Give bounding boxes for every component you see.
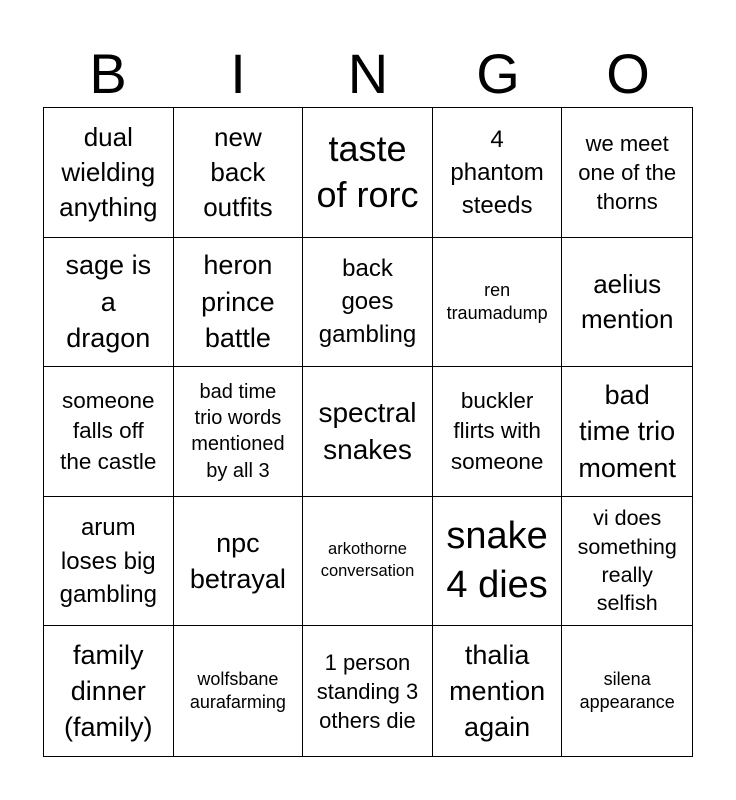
bingo-cell-11[interactable] xyxy=(44,367,174,497)
bingo-cell-text: 1 person standing 3 others die xyxy=(316,649,419,733)
bingo-cell-9[interactable] xyxy=(433,238,563,368)
bingo-cell-18[interactable] xyxy=(303,497,433,627)
bingo-cell-text: dual wielding anything xyxy=(59,121,158,222)
bingo-cell-text: someone falls off the castle xyxy=(60,387,157,474)
bingo-cell-15[interactable] xyxy=(562,367,692,497)
bingo-cell-text: sage is a dragon xyxy=(65,250,152,354)
bingo-cell-1[interactable] xyxy=(44,108,174,238)
bingo-cell-text: taste of rorc xyxy=(316,127,419,216)
bingo-header xyxy=(43,40,693,108)
bingo-cell-text: vi does something really selfish xyxy=(577,506,677,616)
bingo-cell-22[interactable] xyxy=(174,626,304,756)
bingo-cell-19[interactable] xyxy=(433,497,563,627)
bingo-cell-text: back goes gambling xyxy=(318,255,417,349)
header-letter-b: B xyxy=(89,42,127,105)
bingo-cell-text: family dinner (family) xyxy=(64,639,153,743)
bingo-cell-5[interactable] xyxy=(562,108,692,238)
bingo-cell-16[interactable] xyxy=(44,497,174,627)
bingo-cell-text: spectral snakes xyxy=(318,396,417,466)
bingo-cell-20[interactable] xyxy=(562,497,692,627)
bingo-cell-8[interactable] xyxy=(303,238,433,368)
bingo-cell-4[interactable] xyxy=(433,108,563,238)
bingo-cell-text: bad time trio moment xyxy=(578,379,676,483)
bingo-cell-13[interactable] xyxy=(303,367,433,497)
bingo-cell-21[interactable] xyxy=(44,626,174,756)
bingo-cell-2[interactable] xyxy=(174,108,304,238)
bingo-cell-25[interactable] xyxy=(562,626,692,756)
header-letter-i: I xyxy=(230,42,246,105)
bingo-cell-text: npc betrayal xyxy=(189,527,286,595)
header-letter-g: G xyxy=(476,42,520,105)
bingo-board xyxy=(43,107,693,757)
bingo-cell-text: heron prince battle xyxy=(201,250,275,354)
bingo-cell-text: aelius mention xyxy=(580,268,674,334)
bingo-cell-12[interactable] xyxy=(174,367,304,497)
bingo-cell-text: snake 4 dies xyxy=(446,514,548,607)
bingo-cell-14[interactable] xyxy=(433,367,563,497)
bingo-cell-text: arum loses big gambling xyxy=(59,514,157,608)
bingo-cell-6[interactable] xyxy=(44,238,174,368)
bingo-cell-text: wolfsbane aurafarming xyxy=(189,668,286,713)
header-letter-n: N xyxy=(347,42,389,105)
bingo-cell-text: arkothorne conversation xyxy=(320,540,415,581)
bingo-cell-text: buckler flirts with someone xyxy=(450,387,544,474)
bingo-cell-text: ren traumadump xyxy=(446,279,548,323)
bingo-cell-text: we meet one of the thorns xyxy=(578,130,677,214)
bingo-cell-7[interactable] xyxy=(174,238,304,368)
bingo-cell-3[interactable] xyxy=(303,108,433,238)
bingo-cell-text: new back outfits xyxy=(203,121,273,222)
bingo-cell-text: 4 phantom steeds xyxy=(450,125,544,219)
bingo-cell-text: bad time trio words mentioned by all 3 xyxy=(191,380,285,482)
bingo-cell-text: silena appearance xyxy=(579,668,675,713)
bingo-cell-10[interactable] xyxy=(562,238,692,368)
bingo-cell-23[interactable] xyxy=(303,626,433,756)
bingo-cell-text: thalia mention again xyxy=(449,639,546,743)
bingo-cell-17[interactable] xyxy=(174,497,304,627)
header-letter-o: O xyxy=(606,42,650,105)
bingo-cell-24[interactable] xyxy=(433,626,563,756)
